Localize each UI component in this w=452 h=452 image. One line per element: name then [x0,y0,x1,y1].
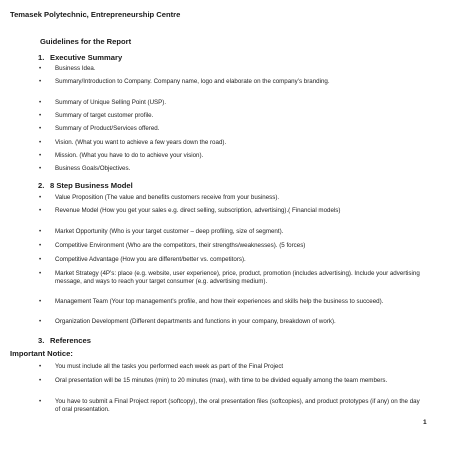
section-heading-references [38,336,91,345]
section-title: 8 Step Business Model [50,181,133,190]
section-heading-business-model [38,181,133,190]
list-item: • Market Strategy (4P’s: place (e.g. website, user experience), price, product, promotion (includes advertising). Include your advertising message, and ways to reach your target consumer (e.g. advertising medium). [39,270,420,285]
list-item: • Market Opportunity (Who is your target customer – deep profiling, size of segment). [39,228,284,235]
list-item: • Summary of Unique Selling Point (USP). [39,99,167,106]
section-number: 2. [38,181,45,190]
list-item: • Summary of target customer profile. [39,112,154,119]
list-item: • Mission. (What you have to do to achieve your vision). [39,152,204,159]
list-item: • Competitive Advantage (How you are different/better vs. competitors). [39,256,246,263]
list-item: • Competitive Environment (Who are the competitors, their strengths/weaknesses). (5 forces) [39,242,306,249]
section-title: Executive Summary [50,53,123,62]
bullet-icon: • [39,65,42,72]
section-title: References [50,336,91,345]
list-item: • Summary of Product/Services offered. [39,125,160,132]
section-heading-executive-summary [38,53,122,62]
bullet-icon: • [39,194,42,201]
list-item: • Business Idea. [39,65,96,72]
bullet-icon: • [39,125,42,132]
section-number: 3. [38,336,45,345]
bullet-icon: • [39,99,42,106]
important-notice-title: Important Notice: [10,349,73,358]
list-item: • Revenue Model (How you get your sales e.g. direct selling, subscription, advertising).( Financial models) [39,207,341,214]
bullet-icon: • [39,377,42,384]
guidelines-title: Guidelines for the Report [40,37,132,46]
bullet-icon: • [39,139,42,146]
bullet-icon: • [39,78,42,85]
document-header: Temasek Polytechnic, Entrepreneurship Centre [10,10,181,19]
list-item: • Management Team (Your top management’s profile, and how their experiences and skills help the business to succeed). [39,298,384,305]
page-number: 1 [423,419,427,426]
bullet-icon: • [39,318,42,325]
list-item: • Oral presentation will be 15 minutes (min) to 20 minutes (max), with time to be divided equally among the team members. [39,377,388,384]
list-item: • You have to submit a Final Project report (softcopy), the oral presentation files (softcopies), and product prototypes (if any) on the day of oral presentation. [39,398,420,413]
list-item: • Business Goals/Objectives. [39,165,131,172]
bullet-icon: • [39,398,42,405]
bullet-icon: • [39,165,42,172]
bullet-icon: • [39,256,42,263]
bullet-icon: • [39,270,42,277]
bullet-icon: • [39,298,42,305]
section-number: 1. [38,53,45,62]
bullet-icon: • [39,363,42,370]
bullet-icon: • [39,152,42,159]
list-item: • Organization Development (Different departments and functions in your company, breakdown of work). [39,318,336,325]
bullet-icon: • [39,112,42,119]
list-item: • Summary/Introduction to Company. Company name, logo and elaborate on the company’s branding. [39,78,330,85]
bullet-icon: • [39,207,42,214]
list-item: • Value Proposition (The value and benefits customers receive from your business). [39,194,280,201]
bullet-icon: • [39,228,42,235]
list-item: • Vision. (What you want to achieve a few years down the road). [39,139,227,146]
bullet-icon: • [39,242,42,249]
list-item: • You must include all the tasks you performed each week as part of the Final Project [39,363,284,370]
